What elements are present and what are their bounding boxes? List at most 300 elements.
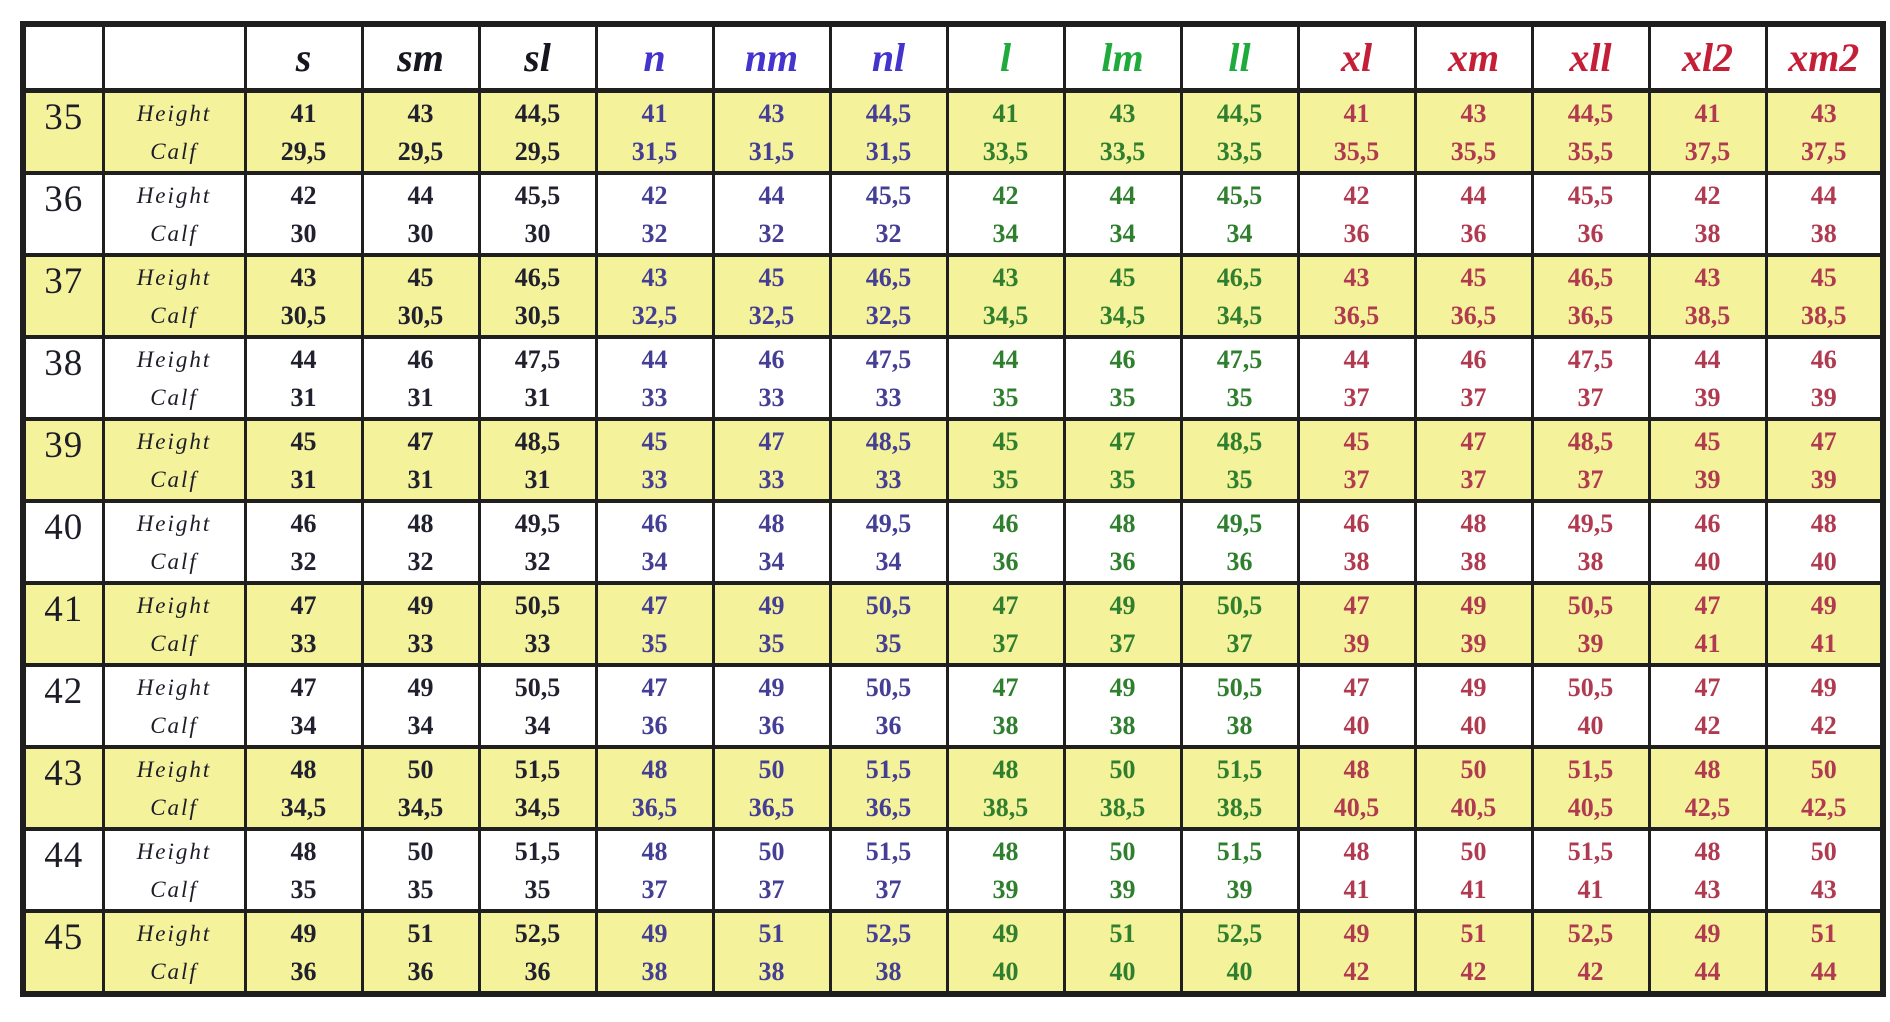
calf-value: 36 <box>641 710 668 740</box>
height-value: 48,5 <box>514 426 561 456</box>
calf-value: 39 <box>992 874 1019 904</box>
height-value: 46,5 <box>1567 262 1614 292</box>
cell-41-sm <box>362 583 479 665</box>
calf-value: 42,5 <box>1684 792 1731 822</box>
calf-value: 33 <box>875 464 902 494</box>
calf-value: 41 <box>1577 874 1604 904</box>
height-value: 49 <box>1694 918 1721 948</box>
cell-43-xll <box>1532 747 1649 829</box>
height-value: 42 <box>1694 180 1721 210</box>
calf-value: 38,5 <box>1801 300 1847 330</box>
calf-label: Calf <box>150 876 198 902</box>
height-value: 47,5 <box>1567 344 1614 374</box>
height-value: 45 <box>1460 262 1487 292</box>
cell-44-sl <box>479 829 596 911</box>
height-value: 51 <box>1109 918 1136 948</box>
cell-38-sl <box>479 337 596 419</box>
calf-value: 38 <box>758 956 785 986</box>
calf-value: 39 <box>1810 464 1837 494</box>
calf-value: 31 <box>290 464 317 494</box>
height-value: 41 <box>1694 98 1721 128</box>
height-value: 49 <box>992 918 1019 948</box>
size-row-44 <box>23 829 1883 911</box>
calf-value: 37 <box>1460 382 1487 412</box>
calf-value: 39 <box>1226 874 1253 904</box>
height-value: 46 <box>1810 344 1837 374</box>
height-value: 51,5 <box>1567 754 1614 784</box>
height-value: 50 <box>1810 754 1837 784</box>
cell-39-nl <box>830 419 947 501</box>
size-number: 42 <box>23 665 103 747</box>
calf-value: 43 <box>1694 874 1721 904</box>
calf-value: 39 <box>1810 382 1837 412</box>
cell-45-l <box>947 911 1064 994</box>
cell-38-nl <box>830 337 947 419</box>
height-value: 48 <box>407 508 434 538</box>
cell-43-nm <box>713 747 830 829</box>
height-value: 50 <box>1460 836 1487 866</box>
height-value: 45 <box>992 426 1019 456</box>
measure-labels <box>103 829 245 911</box>
cell-45-sl <box>479 911 596 994</box>
cell-41-ll <box>1181 583 1298 665</box>
cell-43-xm2 <box>1766 747 1883 829</box>
height-value: 50 <box>1460 754 1487 784</box>
calf-value: 33 <box>758 382 785 412</box>
calf-value: 42 <box>1343 956 1370 986</box>
cell-38-nm <box>713 337 830 419</box>
height-value: 43 <box>1694 262 1721 292</box>
calf-value: 32 <box>758 218 785 248</box>
height-label: Height <box>136 592 212 618</box>
calf-value: 38 <box>1343 546 1370 576</box>
column-header-lm: lm <box>1064 24 1181 90</box>
height-value: 50 <box>758 836 785 866</box>
column-header-xm: xm <box>1415 24 1532 90</box>
size-number: 44 <box>23 829 103 911</box>
height-label: Height <box>136 838 212 864</box>
calf-value: 30,5 <box>514 300 561 330</box>
calf-value: 34,5 <box>514 792 561 822</box>
calf-value: 35,5 <box>1567 136 1614 166</box>
size-row-43 <box>23 747 1883 829</box>
calf-value: 32,5 <box>865 300 912 330</box>
calf-value: 37 <box>1226 628 1253 658</box>
height-value: 51 <box>1460 918 1487 948</box>
cell-38-xl <box>1298 337 1415 419</box>
cell-42-nl <box>830 665 947 747</box>
cell-35-nl <box>830 90 947 173</box>
height-value: 49 <box>1810 672 1837 702</box>
calf-value: 33 <box>875 382 902 412</box>
measure-labels <box>103 583 245 665</box>
height-label: Height <box>136 428 212 454</box>
cell-41-sl <box>479 583 596 665</box>
calf-label: Calf <box>150 712 198 738</box>
calf-label: Calf <box>150 138 198 164</box>
size-number: 37 <box>23 255 103 337</box>
cell-44-n <box>596 829 713 911</box>
height-value: 50 <box>407 836 434 866</box>
calf-value: 30,5 <box>397 300 444 330</box>
height-value: 44,5 <box>514 98 561 128</box>
calf-value: 38,5 <box>982 792 1029 822</box>
cell-36-sm <box>362 173 479 255</box>
height-value: 49 <box>407 672 434 702</box>
calf-value: 36 <box>1577 218 1604 248</box>
calf-value: 31,5 <box>865 136 912 166</box>
height-value: 51,5 <box>1567 836 1614 866</box>
height-value: 47 <box>1694 590 1721 620</box>
cell-43-n <box>596 747 713 829</box>
cell-40-lm <box>1064 501 1181 583</box>
calf-value: 38 <box>1577 546 1604 576</box>
calf-label: Calf <box>150 794 198 820</box>
calf-label: Calf <box>150 630 198 656</box>
cell-39-xl2 <box>1649 419 1766 501</box>
calf-value: 29,5 <box>397 136 444 166</box>
height-value: 43 <box>1109 98 1136 128</box>
calf-value: 31 <box>407 382 434 412</box>
cell-35-l <box>947 90 1064 173</box>
height-value: 44 <box>290 344 317 374</box>
calf-value: 40 <box>1460 710 1487 740</box>
cell-40-xl <box>1298 501 1415 583</box>
calf-value: 34 <box>641 546 668 576</box>
calf-value: 33,5 <box>1099 136 1146 166</box>
cell-39-xm2 <box>1766 419 1883 501</box>
measure-labels <box>103 337 245 419</box>
cell-42-xm <box>1415 665 1532 747</box>
height-value: 49,5 <box>1216 508 1263 538</box>
cell-40-sl <box>479 501 596 583</box>
height-value: 47,5 <box>865 344 912 374</box>
calf-value: 36 <box>1109 546 1136 576</box>
cell-36-lm <box>1064 173 1181 255</box>
cell-38-l <box>947 337 1064 419</box>
column-header-ll: ll <box>1181 24 1298 90</box>
cell-37-ll <box>1181 255 1298 337</box>
calf-value: 32 <box>641 218 668 248</box>
calf-value: 38 <box>875 956 902 986</box>
height-label: Height <box>136 346 212 372</box>
height-value: 48 <box>992 754 1019 784</box>
cell-38-xm <box>1415 337 1532 419</box>
calf-value: 33,5 <box>982 136 1029 166</box>
height-value: 50 <box>1810 836 1837 866</box>
measure-labels <box>103 747 245 829</box>
height-value: 44 <box>1460 180 1487 210</box>
cell-35-xl2 <box>1649 90 1766 173</box>
cell-45-xl2 <box>1649 911 1766 994</box>
column-header-xll: xll <box>1532 24 1649 90</box>
cell-44-l <box>947 829 1064 911</box>
measure-labels <box>103 665 245 747</box>
calf-value: 34 <box>524 710 551 740</box>
height-value: 46 <box>641 508 668 538</box>
cell-39-s <box>245 419 362 501</box>
calf-value: 34 <box>992 218 1019 248</box>
height-value: 48 <box>1694 754 1721 784</box>
cell-38-n <box>596 337 713 419</box>
column-header-sm: sm <box>362 24 479 90</box>
calf-value: 34 <box>407 710 434 740</box>
cell-44-xl2 <box>1649 829 1766 911</box>
height-value: 52,5 <box>1216 918 1263 948</box>
calf-value: 31,5 <box>631 136 678 166</box>
cell-36-xm2 <box>1766 173 1883 255</box>
calf-value: 39 <box>1460 628 1487 658</box>
height-value: 43 <box>407 98 434 128</box>
calf-value: 33 <box>641 382 668 412</box>
height-value: 43 <box>1810 98 1837 128</box>
cell-41-xll <box>1532 583 1649 665</box>
cell-40-nl <box>830 501 947 583</box>
calf-value: 36 <box>992 546 1019 576</box>
calf-value: 33 <box>524 628 551 658</box>
height-value: 49 <box>1810 590 1837 620</box>
calf-value: 34,5 <box>1099 300 1146 330</box>
height-value: 44 <box>758 180 785 210</box>
height-value: 47 <box>1343 590 1370 620</box>
cell-40-l <box>947 501 1064 583</box>
cell-42-n <box>596 665 713 747</box>
calf-value: 31 <box>290 382 317 412</box>
cell-37-n <box>596 255 713 337</box>
calf-value: 35,5 <box>1450 136 1497 166</box>
cell-41-lm <box>1064 583 1181 665</box>
cell-45-lm <box>1064 911 1181 994</box>
cell-45-s <box>245 911 362 994</box>
height-value: 48,5 <box>865 426 912 456</box>
calf-value: 32 <box>290 546 317 576</box>
calf-value: 34,5 <box>280 792 327 822</box>
cell-42-xm2 <box>1766 665 1883 747</box>
cell-42-sl <box>479 665 596 747</box>
height-value: 46 <box>290 508 317 538</box>
calf-value: 33 <box>290 628 317 658</box>
calf-value: 37 <box>1577 382 1604 412</box>
height-value: 46,5 <box>514 262 561 292</box>
calf-value: 36 <box>524 956 551 986</box>
cell-44-sm <box>362 829 479 911</box>
height-value: 41 <box>641 98 668 128</box>
calf-value: 36 <box>1343 218 1370 248</box>
size-row-42 <box>23 665 1883 747</box>
calf-value: 35,5 <box>1333 136 1380 166</box>
height-value: 48,5 <box>1567 426 1614 456</box>
calf-value: 35 <box>290 874 317 904</box>
cell-35-nm <box>713 90 830 173</box>
calf-value: 35 <box>641 628 668 658</box>
cell-38-sm <box>362 337 479 419</box>
height-value: 50 <box>1109 836 1136 866</box>
calf-value: 37 <box>992 628 1019 658</box>
cell-42-lm <box>1064 665 1181 747</box>
size-row-37 <box>23 255 1883 337</box>
calf-value: 35 <box>992 382 1019 412</box>
height-value: 47 <box>1343 672 1370 702</box>
height-value: 51,5 <box>1216 836 1263 866</box>
size-number: 35 <box>23 90 103 173</box>
calf-value: 36 <box>1460 218 1487 248</box>
height-value: 48 <box>1460 508 1487 538</box>
cell-39-xm <box>1415 419 1532 501</box>
calf-value: 35 <box>524 874 551 904</box>
table-body <box>23 90 1883 994</box>
height-value: 41 <box>992 98 1019 128</box>
height-value: 43 <box>758 98 785 128</box>
calf-value: 40 <box>1694 546 1721 576</box>
cell-37-xl <box>1298 255 1415 337</box>
column-header-xl: xl <box>1298 24 1415 90</box>
cell-42-s <box>245 665 362 747</box>
height-value: 43 <box>290 262 317 292</box>
cell-42-ll <box>1181 665 1298 747</box>
calf-value: 32 <box>407 546 434 576</box>
cell-44-nl <box>830 829 947 911</box>
cell-42-l <box>947 665 1064 747</box>
calf-value: 38,5 <box>1684 300 1731 330</box>
cell-37-lm <box>1064 255 1181 337</box>
height-value: 41 <box>1343 98 1370 128</box>
corner-cell <box>103 24 245 90</box>
cell-39-l <box>947 419 1064 501</box>
calf-value: 30 <box>290 218 317 248</box>
cell-37-sm <box>362 255 479 337</box>
calf-value: 37 <box>1343 464 1370 494</box>
cell-37-s <box>245 255 362 337</box>
height-value: 46,5 <box>865 262 912 292</box>
height-value: 47 <box>641 672 668 702</box>
size-row-45 <box>23 911 1883 994</box>
calf-value: 40 <box>1109 956 1136 986</box>
calf-value: 33 <box>758 464 785 494</box>
height-value: 48,5 <box>1216 426 1263 456</box>
height-value: 49,5 <box>865 508 912 538</box>
calf-value: 34 <box>290 710 317 740</box>
height-value: 51 <box>407 918 434 948</box>
column-header-sl: sl <box>479 24 596 90</box>
size-row-39 <box>23 419 1883 501</box>
cell-38-xm2 <box>1766 337 1883 419</box>
height-value: 48 <box>290 836 317 866</box>
calf-value: 37 <box>1343 382 1370 412</box>
calf-value: 44 <box>1694 956 1721 986</box>
cell-45-xm2 <box>1766 911 1883 994</box>
height-value: 49,5 <box>1567 508 1614 538</box>
calf-value: 31 <box>524 382 551 412</box>
cell-40-n <box>596 501 713 583</box>
height-value: 48 <box>1810 508 1837 538</box>
calf-value: 38,5 <box>1216 792 1263 822</box>
cell-36-xl <box>1298 173 1415 255</box>
header-row <box>23 24 1883 90</box>
calf-value: 32 <box>524 546 551 576</box>
height-value: 46 <box>1109 344 1136 374</box>
height-value: 42 <box>1343 180 1370 210</box>
height-value: 45 <box>1109 262 1136 292</box>
cell-45-nm <box>713 911 830 994</box>
height-value: 50 <box>758 754 785 784</box>
cell-44-nm <box>713 829 830 911</box>
calf-value: 39 <box>1577 628 1604 658</box>
height-value: 51,5 <box>1216 754 1263 784</box>
column-header-l: l <box>947 24 1064 90</box>
height-value: 45 <box>641 426 668 456</box>
height-value: 45 <box>758 262 785 292</box>
cell-38-xll <box>1532 337 1649 419</box>
cell-35-s <box>245 90 362 173</box>
cell-39-lm <box>1064 419 1181 501</box>
cell-37-nl <box>830 255 947 337</box>
cell-40-s <box>245 501 362 583</box>
height-value: 48 <box>1109 508 1136 538</box>
size-chart-sheet <box>20 21 1886 997</box>
calf-value: 36,5 <box>865 792 912 822</box>
cell-41-xl <box>1298 583 1415 665</box>
cell-42-xl <box>1298 665 1415 747</box>
calf-value: 38 <box>992 710 1019 740</box>
calf-value: 40 <box>1226 956 1253 986</box>
cell-43-lm <box>1064 747 1181 829</box>
height-value: 42 <box>641 180 668 210</box>
cell-37-xm2 <box>1766 255 1883 337</box>
height-value: 49 <box>758 672 785 702</box>
height-value: 50,5 <box>1216 590 1263 620</box>
measure-labels <box>103 419 245 501</box>
cell-44-xm2 <box>1766 829 1883 911</box>
cell-43-xm <box>1415 747 1532 829</box>
height-value: 49 <box>290 918 317 948</box>
cell-36-l <box>947 173 1064 255</box>
cell-35-xm <box>1415 90 1532 173</box>
calf-value: 38 <box>1460 546 1487 576</box>
height-value: 49 <box>407 590 434 620</box>
calf-value: 37,5 <box>1801 136 1847 166</box>
height-value: 46 <box>1343 508 1370 538</box>
column-header-s: s <box>245 24 362 90</box>
cell-39-sl <box>479 419 596 501</box>
cell-40-sm <box>362 501 479 583</box>
height-value: 52,5 <box>514 918 561 948</box>
calf-value: 35 <box>1226 464 1253 494</box>
height-value: 48 <box>758 508 785 538</box>
cell-43-sl <box>479 747 596 829</box>
height-value: 50,5 <box>1216 672 1263 702</box>
calf-value: 40,5 <box>1567 792 1614 822</box>
calf-value: 40,5 <box>1333 792 1380 822</box>
height-value: 50,5 <box>514 590 561 620</box>
cell-45-n <box>596 911 713 994</box>
cell-36-xll <box>1532 173 1649 255</box>
height-value: 47 <box>290 590 317 620</box>
height-value: 50 <box>1109 754 1136 784</box>
corner-cell <box>23 24 103 90</box>
cell-41-xm2 <box>1766 583 1883 665</box>
height-value: 47 <box>290 672 317 702</box>
height-label: Height <box>136 756 212 782</box>
height-value: 48 <box>1343 836 1370 866</box>
height-value: 45,5 <box>514 180 561 210</box>
height-value: 49 <box>641 918 668 948</box>
calf-value: 44 <box>1810 956 1837 986</box>
calf-value: 42,5 <box>1801 792 1847 822</box>
size-row-41 <box>23 583 1883 665</box>
calf-value: 37 <box>1109 628 1136 658</box>
calf-value: 29,5 <box>280 136 327 166</box>
calf-value: 39 <box>1343 628 1370 658</box>
